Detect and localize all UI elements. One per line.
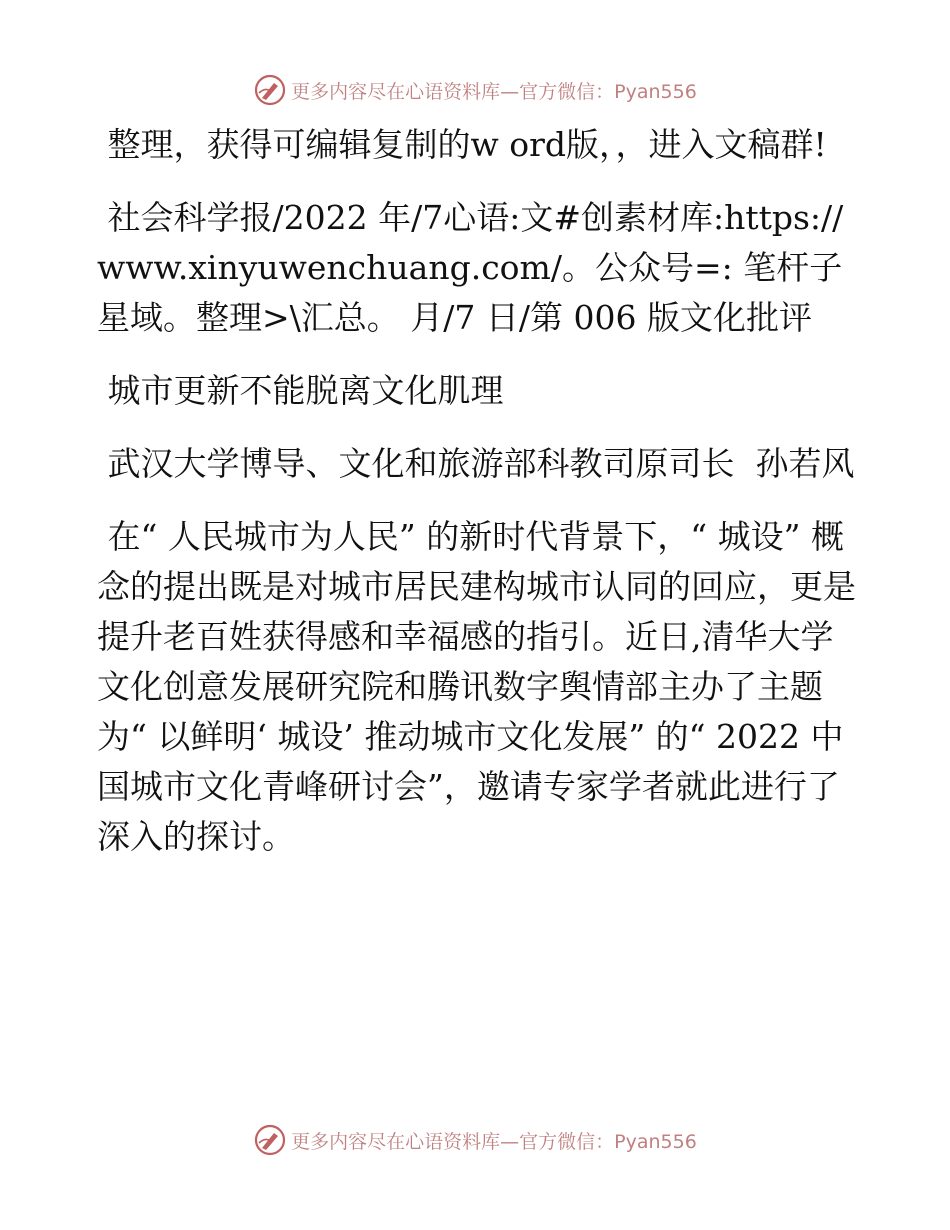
pen-nib-circle-icon xyxy=(253,73,287,107)
paragraph-intro: 整理，获得可编辑复制的w ord版，，进入文稿群! xyxy=(97,125,827,164)
article-body-paragraph: 在“ 人民城市为人民” 的新时代背景下，“ 城设” 概念的提出既是对城市居民建构城市认同的回应，更是提升老百姓获得感和幸福感的指引。近日,清华大学文化创意发展研究院和腾讯数字舆情部主办了主题为“ 以鲜明‘ 城设’ 推动城市文化发展” 的“ 2022 中国城市文化青峰研讨会”，邀请专家学者就此进行了深入的探讨。 xyxy=(97,517,856,856)
footer-banner xyxy=(0,1120,950,1160)
article-author: 武汉大学博导、文化和旅游部科教司原司长 孙若风 xyxy=(97,444,855,483)
document-body xyxy=(97,120,857,885)
pen-nib-circle-icon xyxy=(253,1123,287,1157)
banner-text: 更多内容尽在心语资料库—官方微信：Pyan556 xyxy=(291,80,697,103)
header-banner xyxy=(0,70,950,110)
banner-text: 更多内容尽在心语资料库—官方微信：Pyan556 xyxy=(291,1130,697,1153)
paragraph-source: 社会科学报/2022 年/7心语:文#创素材库:https://www.xinyuwenchuang.com/。公众号=: 笔杆子星域。整理>\汇总。 月/7 日/第 006 版文化批评 xyxy=(97,198,844,337)
article-title: 城市更新不能脱离文化肌理 xyxy=(97,371,504,410)
